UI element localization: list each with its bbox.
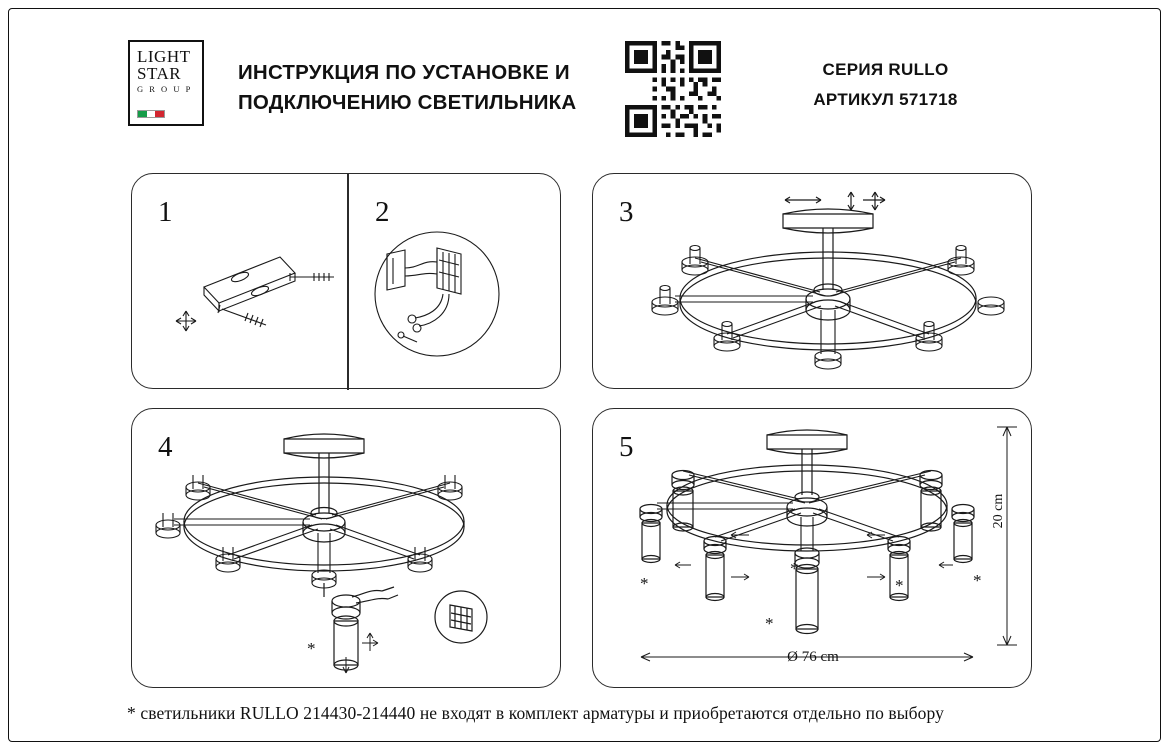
step-5-panel (592, 408, 1032, 688)
steps-1-2-panel (131, 173, 561, 389)
article-label: АРТИКУЛ 571718 (813, 90, 958, 109)
step-number-3: 3 (619, 196, 634, 228)
height-label: 20 cm (991, 493, 1006, 529)
brand-logo (128, 40, 204, 126)
logo-line-2: STAR (137, 64, 182, 83)
qr-code-icon (625, 41, 721, 137)
italian-flag-icon (137, 110, 165, 118)
step-2-illustration (357, 224, 547, 384)
step-3-panel (592, 173, 1032, 389)
step-4-illustration (156, 421, 546, 677)
logo-line-1: LIGHT (137, 47, 191, 66)
series-label: СЕРИЯ RULLO (822, 60, 949, 79)
asterisk-marker-1: * (640, 574, 649, 593)
step-number-4: 4 (158, 431, 173, 463)
document-header (128, 38, 1033, 132)
product-info (738, 60, 1033, 110)
height-dimension-line (995, 423, 1019, 659)
step-number-2: 2 (375, 196, 390, 228)
step-3-illustration (635, 186, 1027, 382)
panel-divider (347, 174, 349, 390)
asterisk-marker-4: * (895, 576, 904, 595)
step-4-panel (131, 408, 561, 688)
step-1-illustration (162, 229, 342, 379)
asterisk-marker-lamp: * (307, 639, 316, 658)
diameter-label: Ø 76 cm (787, 649, 839, 665)
step-5-illustration (623, 417, 1013, 679)
step-number-5: 5 (619, 431, 634, 463)
logo-group-text: G R O U P (137, 84, 193, 94)
asterisk-marker-5: * (973, 571, 982, 590)
asterisk-marker-3: * (765, 614, 774, 633)
page-title: ИНСТРУКЦИЯ ПО УСТАНОВКЕ И ПОДКЛЮЧЕНИЮ СВЕТИЛЬНИКА (238, 61, 577, 114)
footnote: * светильники RULLO 214430-214440 не входят в комплект арматуры и приобретаются отдельно по выбору (127, 703, 944, 723)
asterisk-marker-2: * (790, 559, 799, 578)
step-number-1: 1 (158, 196, 173, 228)
